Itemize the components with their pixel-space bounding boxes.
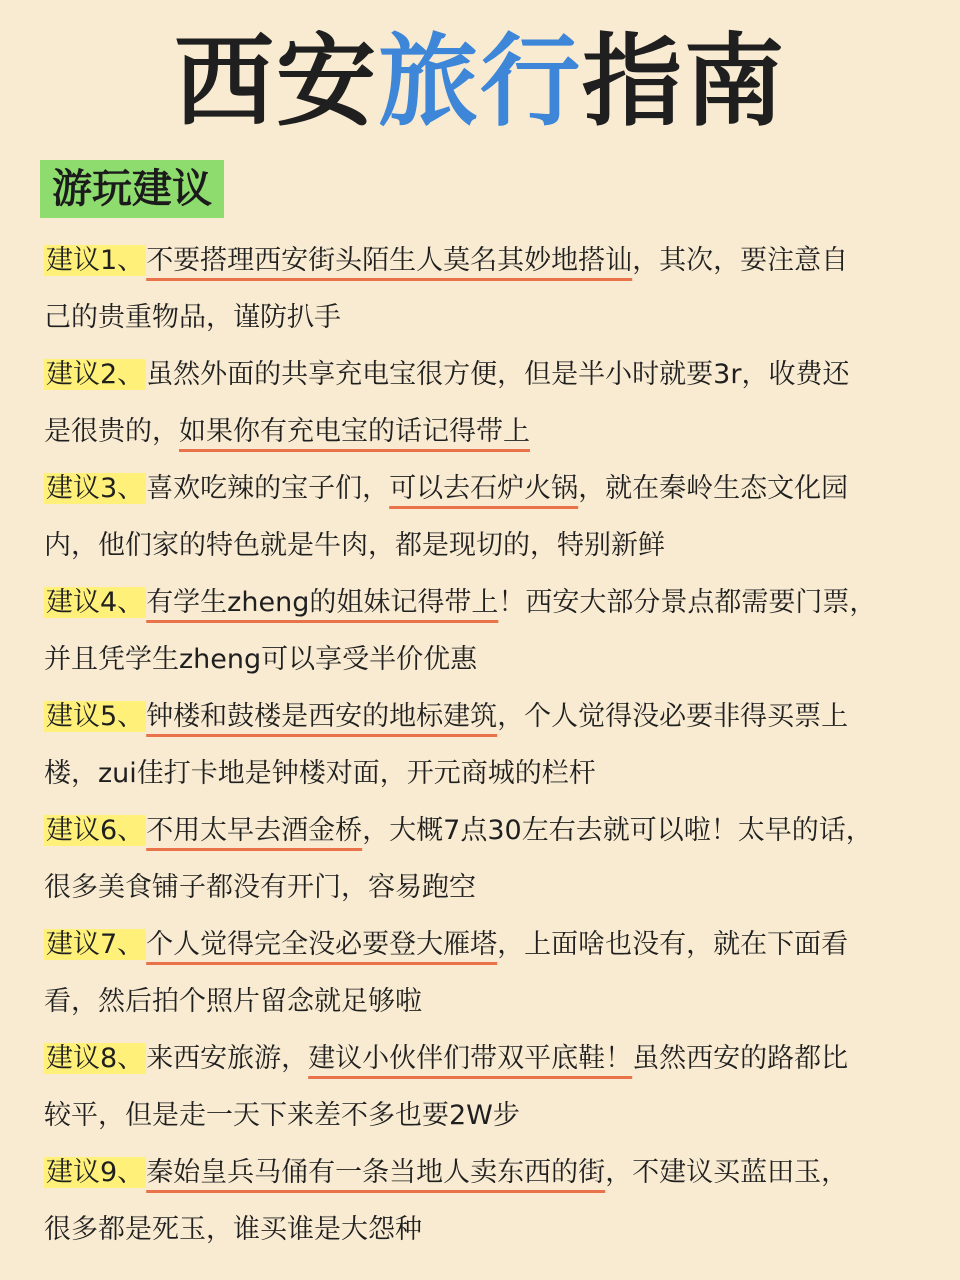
tip-label: 建议4、 xyxy=(46,587,145,618)
tip-text: ，大概7点30左右去就可以啦！太早的话， xyxy=(362,815,873,846)
tip-label: 建议5、 xyxy=(46,701,145,732)
page-title xyxy=(0,22,960,142)
tip-item xyxy=(44,802,924,916)
tip-text: 并且凭学生zheng可以享受半价优惠 xyxy=(44,644,478,675)
tip-text: ，上面啥也没有，就在下面看 xyxy=(497,929,849,960)
tip-label: 建议2、 xyxy=(46,359,145,390)
tip-line-2 xyxy=(44,403,924,460)
tip-label: 建议9、 xyxy=(46,1157,145,1188)
tip-item xyxy=(44,232,924,346)
tip-line-2 xyxy=(44,1087,924,1144)
tip-label: 建议6、 xyxy=(46,815,145,846)
tip-line-1 xyxy=(44,232,924,289)
tip-label: 建议1、 xyxy=(46,245,145,276)
tip-item xyxy=(44,574,924,688)
tip-text: 很多都是死玉，谁买谁是大怨种 xyxy=(44,1214,422,1245)
tip-line-2 xyxy=(44,1201,924,1258)
tip-text: 来西安旅游， xyxy=(146,1043,309,1074)
tip-text: 较平，但是走一天下来差不多也要2W步 xyxy=(44,1100,520,1131)
tip-item xyxy=(44,688,924,802)
tip-highlight: 可以去石炉火锅 xyxy=(389,473,579,504)
tip-highlight: 不要搭理西安街头陌生人莫名其妙地搭讪 xyxy=(146,245,633,276)
tip-item xyxy=(44,1030,924,1144)
tip-line-1 xyxy=(44,574,924,631)
tip-text: 内，他们家的特色就是牛肉，都是现切的，特别新鲜 xyxy=(44,530,665,561)
tip-highlight: 有学生zheng的姐妹记得带上 xyxy=(146,587,499,618)
tip-text: 虽然西安的路都比 xyxy=(632,1043,849,1074)
tip-item xyxy=(44,1144,924,1258)
tip-highlight: 个人觉得完全没必要登大雁塔 xyxy=(146,929,498,960)
tip-text: 虽然外面的共享充电宝很方便，但是半小时就要3r，收费还 xyxy=(146,359,850,390)
tip-line-2 xyxy=(44,631,924,688)
tip-text: ，就在秦岭生态文化园 xyxy=(578,473,849,504)
tip-text: 是很贵的， xyxy=(44,416,179,447)
title-part-2-accent: 旅行 xyxy=(378,23,582,140)
tip-line-2 xyxy=(44,517,924,574)
tip-line-1 xyxy=(44,1030,924,1087)
tip-text: ！西安大部分景点都需要门票， xyxy=(498,587,877,618)
tip-highlight: 秦始皇兵马俑有一条当地人卖东西的街 xyxy=(146,1157,606,1188)
title-part-1: 西安 xyxy=(174,23,378,140)
section-label: 游玩建议 xyxy=(40,160,224,218)
tip-text: 楼，zui佳打卡地是钟楼对面，开元商城的栏杆 xyxy=(44,758,596,789)
tip-label: 建议7、 xyxy=(46,929,145,960)
tip-line-1 xyxy=(44,688,924,745)
tip-line-2 xyxy=(44,745,924,802)
tip-item xyxy=(44,460,924,574)
tip-line-1 xyxy=(44,1144,924,1201)
tip-highlight: 钟楼和鼓楼是西安的地标建筑 xyxy=(146,701,498,732)
tip-text: 己的贵重物品，谨防扒手 xyxy=(44,302,341,333)
tip-highlight: 不用太早去酒金桥 xyxy=(146,815,363,846)
tip-item xyxy=(44,346,924,460)
tip-label: 建议3、 xyxy=(46,473,145,504)
title-part-3: 指南 xyxy=(582,23,786,140)
tip-line-1 xyxy=(44,916,924,973)
tip-label: 建议8、 xyxy=(46,1043,145,1074)
tip-line-2 xyxy=(44,289,924,346)
tip-text: 看，然后拍个照片留念就足够啦 xyxy=(44,986,422,1017)
tip-item xyxy=(44,916,924,1030)
tip-line-1 xyxy=(44,460,924,517)
tip-text: ，不建议买蓝田玉， xyxy=(605,1157,849,1188)
tip-highlight: 如果你有充电宝的话记得带上 xyxy=(179,416,530,447)
tip-text: ，其次，要注意自 xyxy=(632,245,849,276)
tip-line-2 xyxy=(44,859,924,916)
tips-list xyxy=(44,232,924,1258)
tip-text: 很多美食铺子都没有开门，容易跑空 xyxy=(44,872,476,903)
tip-text: ，个人觉得没必要非得买票上 xyxy=(497,701,849,732)
tip-highlight: 建议小伙伴们带双平底鞋！ xyxy=(308,1043,633,1074)
tip-text: 喜欢吃辣的宝子们， xyxy=(146,473,390,504)
tip-line-1 xyxy=(44,802,924,859)
tip-line-2 xyxy=(44,973,924,1030)
tip-line-1 xyxy=(44,346,924,403)
